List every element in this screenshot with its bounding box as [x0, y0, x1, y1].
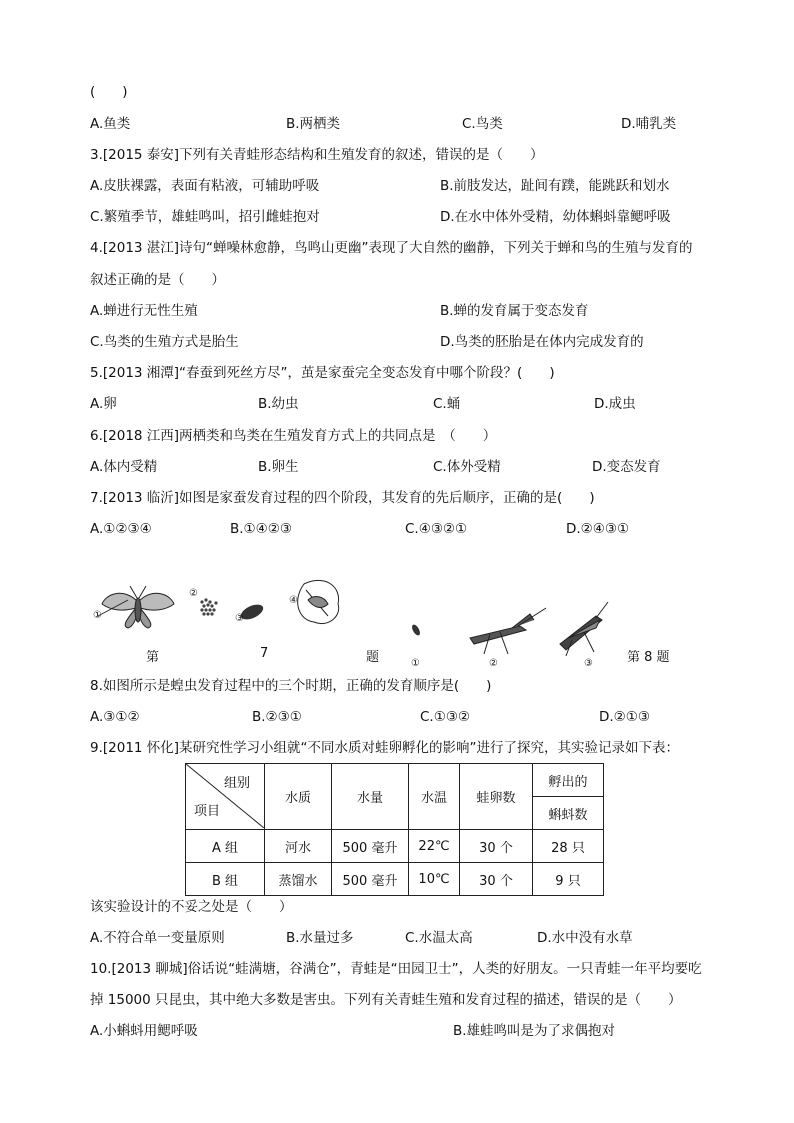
experiment-table: [185, 763, 604, 896]
q9-option-c[interactable]: C.水温太高: [405, 930, 473, 946]
silkworm-mark-3: ③: [235, 613, 244, 624]
q2-option-a[interactable]: A.鱼类: [90, 116, 131, 132]
locust-caption: 第 8 题: [627, 650, 670, 665]
q7-option-a[interactable]: A.①②③④: [90, 521, 152, 537]
silkworm-caption-part1: 第: [146, 650, 160, 665]
table-cell: A 组: [186, 830, 265, 863]
q3-option-d[interactable]: D.在水中体外受精，幼体蝌蚪靠鳃呼吸: [440, 209, 671, 225]
q5-option-c[interactable]: C.蛹: [433, 396, 461, 412]
table-cell: 30 个: [460, 830, 533, 863]
silkworm-caption-part3: 题: [366, 650, 380, 665]
silkworm-lifecycle-figure: [92, 570, 352, 650]
q7-option-c[interactable]: C.④③②①: [405, 521, 468, 537]
q4-stem-line1: 4.[2013 湛江]诗句“蝉噪林愈静，鸟鸣山更幽”表现了大自然的幽静，下列关于蝉和鸟的生殖与发育的: [90, 240, 693, 256]
header-tadpoles-line2: 蝌蚪数: [533, 797, 604, 830]
q10-stem-line1: 10.[2013 聊城]俗话说“蛙满塘，谷满仓”，青蛙是“田园卫士”，人类的好朋友。一只青蛙一年平均要吃: [90, 961, 702, 977]
q8-option-c[interactable]: C.①③②: [420, 709, 471, 725]
q6-option-d[interactable]: D.变态发育: [592, 459, 661, 475]
q7-option-b[interactable]: B.①④②③: [230, 521, 292, 537]
table-header-row: [186, 764, 604, 797]
silkworm-mark-4: ④: [289, 595, 298, 606]
q7-option-d[interactable]: D.②④③①: [566, 521, 630, 537]
q5-option-b[interactable]: B.幼虫: [258, 396, 299, 412]
locust-egg-drawing: [410, 623, 421, 636]
q4-option-b[interactable]: B.蝉的发育属于变态发育: [440, 303, 589, 319]
locust-mark-3: ③: [584, 658, 593, 669]
table-cell: 10℃: [409, 863, 460, 896]
table-cell: 22℃: [409, 830, 460, 863]
locust-nymph-drawing: [470, 608, 546, 654]
header-egg-count: 蛙卵数: [460, 764, 533, 830]
table-cell: 河水: [265, 830, 332, 863]
table-cell: 30 个: [460, 863, 533, 896]
table-cell: 500 毫升: [332, 863, 409, 896]
q2-option-d[interactable]: D.哺乳类: [621, 116, 677, 132]
larva-on-leaf-drawing: [298, 580, 339, 623]
corner-label-item: 项目: [194, 804, 221, 819]
q8-option-b[interactable]: B.②③①: [252, 709, 302, 725]
q2-option-c[interactable]: C.鸟类: [462, 116, 503, 132]
q4-option-a[interactable]: A.蝉进行无性生殖: [90, 303, 198, 319]
q9-stem: 9.[2011 怀化]某研究性学习小组就“不同水质对蛙卵孵化的影响”进行了探究，其实验记录如下表：: [90, 740, 680, 756]
header-water-temp: 水温: [409, 764, 460, 830]
locust-mark-1: ①: [411, 658, 420, 669]
q8-option-a[interactable]: A.③①②: [90, 709, 140, 725]
q6-stem: 6.[2018 江西]两栖类和鸟类在生殖发育方式上的共同点是 （ ）: [90, 428, 497, 444]
moth-drawing: [102, 586, 174, 628]
table-cell: 9 只: [533, 863, 604, 896]
q3-option-c[interactable]: C.繁殖季节，雄蛙鸣叫，招引雌蛙抱对: [90, 209, 320, 225]
table-cell: B 组: [186, 863, 265, 896]
q2-option-b[interactable]: B.两栖类: [286, 116, 341, 132]
q8-stem: 8.如图所示是蝗虫发育过程中的三个时期，正确的发育顺序是( ): [90, 678, 492, 694]
locust-mark-2: ②: [489, 658, 498, 669]
corner-label-group: 组别: [223, 776, 250, 791]
q10-option-b[interactable]: B.雄蛙鸣叫是为了求偶抱对: [453, 1023, 616, 1039]
table-row: [186, 863, 604, 896]
header-water-volume: 水量: [332, 764, 409, 830]
header-tadpoles-line1: 孵出的: [533, 764, 604, 797]
silkworm-mark-2: ②: [189, 588, 198, 599]
silkworm-caption-part2: 7: [260, 646, 269, 661]
q3-option-a[interactable]: A.皮肤裸露，表面有粘液，可辅助呼吸: [90, 178, 320, 194]
q7-stem: 7.[2013 临沂]如图是家蚕发育过程的四个阶段，其发育的先后顺序，正确的是( ): [90, 490, 595, 506]
eggs-drawing: [200, 598, 217, 615]
locust-lifecycle-figure: [400, 598, 610, 658]
q10-option-a[interactable]: A.小蝌蚪用鳃呼吸: [90, 1023, 198, 1039]
q5-option-d[interactable]: D.成虫: [594, 396, 636, 412]
q6-option-c[interactable]: C.体外受精: [433, 459, 501, 475]
q9-option-d[interactable]: D.水中没有水草: [537, 930, 633, 946]
q9-option-a[interactable]: A.不符合单一变量原则: [90, 930, 225, 946]
q10-stem-line2: 掉 15000 只昆虫，其中绝大多数是害虫。下列有关青蛙生殖和发育过程的描述，错误的是（ ）: [90, 992, 682, 1008]
q2-answer-paren: ( ): [90, 84, 128, 100]
table-corner-cell: [186, 764, 265, 830]
table-cell: 蒸馏水: [265, 863, 332, 896]
locust-adult-drawing: [560, 602, 608, 656]
q9-followup: 该实验设计的不妥之处是（ ）: [90, 899, 293, 915]
q4-option-d[interactable]: D.鸟类的胚胎是在体内完成发育的: [440, 334, 644, 350]
q4-option-c[interactable]: C.鸟类的生殖方式是胎生: [90, 334, 239, 350]
q3-option-b[interactable]: B.前肢发达，趾间有蹼，能跳跃和划水: [440, 178, 670, 194]
q3-stem: 3.[2015 泰安]下列有关青蛙形态结构和生殖发育的叙述，错误的是（ ）: [90, 147, 544, 163]
silkworm-mark-1: ①: [93, 610, 102, 621]
table-cell: 500 毫升: [332, 830, 409, 863]
q9-option-b[interactable]: B.水量过多: [286, 930, 354, 946]
q6-option-b[interactable]: B.卵生: [258, 459, 299, 475]
q6-option-a[interactable]: A.体内受精: [90, 459, 158, 475]
table-row: [186, 830, 604, 863]
q5-option-a[interactable]: A.卵: [90, 396, 117, 412]
q4-stem-line2: 叙述正确的是（ ）: [90, 272, 225, 288]
q8-option-d[interactable]: D.②①③: [599, 709, 650, 725]
q5-stem: 5.[2013 湘潭]“春蚕到死丝方尽”，茧是家蚕完全变态发育中哪个阶段？( ): [90, 365, 555, 381]
table-cell: 28 只: [533, 830, 604, 863]
header-water-quality: 水质: [265, 764, 332, 830]
